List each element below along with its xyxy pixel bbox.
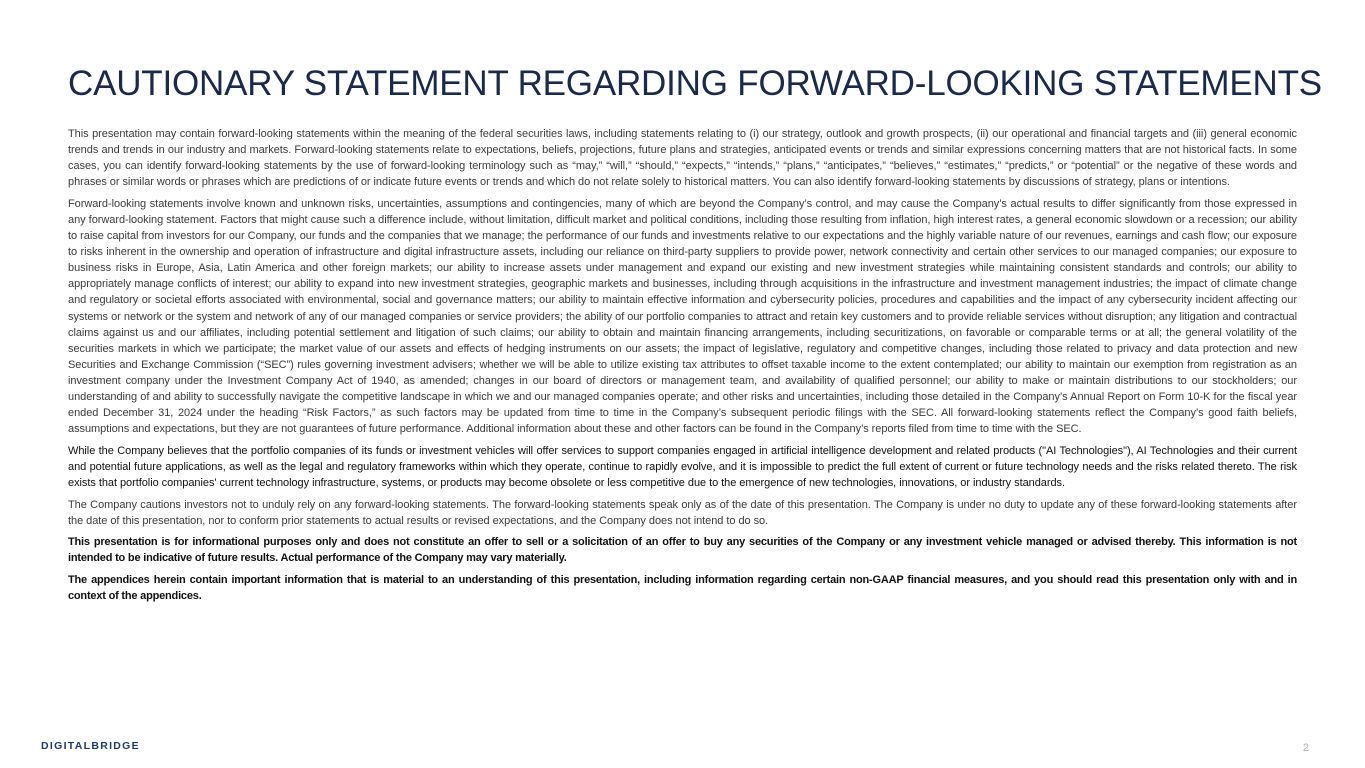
- page-title: CAUTIONARY STATEMENT REGARDING FORWARD-LOOKING STATEMENTS: [68, 64, 1322, 103]
- paragraph-caution-reliance: The Company cautions investors not to unduly rely on any forward-looking statements. The forward-looking statements speak only as of the date of this presentation. The Company is under no duty to update any of these forward-looking statements after the date of this presentation, nor to conform prior statements to actual results or revised expectations, and the Company does not intend to do so.: [68, 498, 1297, 527]
- paragraph-appendices-notice: The appendices herein contain important information that is material to an understanding of this presentation, including information regarding certain non-GAAP financial measures, and you should read this presentation only with and in context of the appendices.: [68, 573, 1297, 603]
- paragraph-informational-purposes: This presentation is for informational purposes only and does not constitute an offer to sell or a solicitation of an offer to buy any securities of the Company or any investment vehicle managed or advised thereby. This information is not intended to be indicative of future results. Actual performance of the Company may vary materially.: [68, 536, 1297, 565]
- paragraph-ai-technologies: While the Company believes that the portfolio companies of its funds or investment vehicles will offer services to support companies engaged in artificial intelligence development and related products ("AI Technologies"), AI Technologies and their current and potential future applications, as well as the legal and regulatory frameworks within which they operate, continue to rapidly evolve, and it is impossible to predict the full extent of current or future technology needs and the risks related thereto. The risk exists that portfolio companies' current technology infrastructure, systems, or products may become obsolete or less competitive due to the emergence of new technologies, innovations, or industry standards.: [68, 444, 1297, 489]
- slide-body: [68, 126, 1297, 610]
- paragraph-forward-looking-intro: This presentation may contain forward-looking statements within the meaning of the federal securities laws, including statements relating to (i) our strategy, outlook and growth prospects, (ii) our operational and financial targets and (iii) general economic trends and trends in our industry and markets. Forward-looking statements relate to expectations, beliefs, projections, future plans and strategies, anticipated events or trends and similar expressions concerning matters that are not historical facts. In some cases, you can identify forward-looking statements by the use of forward-looking terminology such as “may,” “will,” “should,” “expects,” “intends,” “plans,” “anticipates,” “believes,” “estimates,” “predicts,” or “potential” or the negative of these words and phrases or similar words or phrases which are predictions of or indicate future events or trends and which do not relate solely to historical matters. You can also identify forward-looking statements by discussions of strategy, plans or intentions.: [68, 128, 1297, 189]
- paragraph-risk-factors: Forward-looking statements involve known and unknown risks, uncertainties, assumptions and contingencies, many of which are beyond the Company’s control, and may cause the Company’s actual results to differ significantly from those expressed in any forward-looking statement. Factors that might cause such a difference include, without limitation, difficult market and political conditions, including those resulting from inflation, high interest rates, a general economic slowdown or a recession; our ability to raise capital from investors for our Company, our funds and the companies that we manage; the performance of our funds and investments relative to our expectations and the highly variable nature of our revenues, earnings and cash flow; our exposure to risks inherent in the ownership and operation of infrastructure and digital infrastructure assets, including our reliance on third-party suppliers to provide power, network connectivity and certain other services to our managed companies; our exposure to business risks in Europe, Asia, Latin America and other foreign markets; our ability to increase assets under management and expand our existing and new investment strategies while maintaining consistent standards and controls; our ability to appropriately manage conflicts of interest; our ability to expand into new investment strategies, geographic markets and businesses, including through acquisitions in the infrastructure and investment management industries; the impact of climate change and regulatory or societal efforts associated with environmental, social and governance matters; our ability to maintain effective information and cybersecurity policies, procedures and capabilities and the impact of any cybersecurity incident affecting our systems or network or the system and network of any of our managed companies or service providers; the ability of our portfolio companies to attract and retain key customers and to provide reliable services without disruption; any litigation and contractual claims against us and our affiliates, including potential settlement and litigation of such claims; our ability to obtain and maintain financing arrangements, including securitizations, on favorable or comparable terms or at all; the general volatility of the securities markets in which we participate; the market value of our assets and effects of hedging instruments on our assets; the impact of legislative, regulatory and competitive changes, including those related to privacy and data protection and new Securities and Exchange Commission (“SEC”) rules governing investment advisers; whether we will be able to utilize existing tax attributes to offset taxable income to the extent contemplated; our ability to maintain our exemption from registration as an investment company under the Investment Company Act of 1940, as amended; changes in our board of directors or management team, and availability of qualified personnel; our ability to make or maintain distributions to our stockholders; our understanding of and ability to successfully navigate the competitive landscape in which we and our managed companies operate; and other risks and uncertainties, including those detailed in the Company’s Annual Report on Form 10-K for the fiscal year ended December 31, 2024 under the heading “Risk Factors,” as such factors may be updated from time to time in the Company’s subsequent periodic filings with the SEC. All forward-looking statements reflect the Company’s good faith beliefs, assumptions and expectations, but they are not guarantees of future performance. Additional information about these and other factors can be found in the Company’s reports filed from time to time with the SEC.: [68, 197, 1297, 436]
- page-number: 2: [1302, 742, 1309, 754]
- company-logo: DIGITALBRIDGE: [41, 740, 140, 752]
